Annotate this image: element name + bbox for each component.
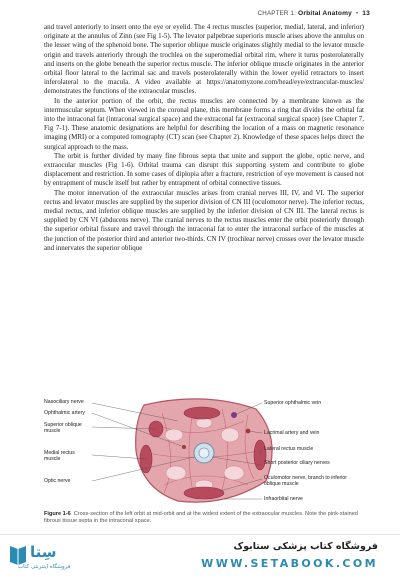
- chapter-label: CHAPTER 1:: [257, 10, 297, 17]
- label-short-posterior-ciliary-nerves: Short posterior ciliary nerves: [264, 460, 330, 466]
- paragraph-2: In the anterior portion of the orbit, the rectus muscles are connected by a membrane known as the intermuscular septum. When viewed in the coronal plane, this membrane forms a ring that divides the orbital fat into the intraconal fat (intraconal surgical space) and the extraconal fat (extraconal surgical space) (see Chapter 7, Fig 7-1). These anatomic designations are helpful for describing the location of a mass on magnetic resonance imaging (MRI) or a computed tomography (CT) scan (see Chapter 2). Knowledge of these spaces helps direct the surgical approach to the mass.: [44, 96, 364, 151]
- page-number: 13: [362, 10, 370, 17]
- orbit-cross-section-illustration: [44, 393, 364, 507]
- label-optic-nerve: Optic nerve: [44, 478, 71, 484]
- caption-text: Cross-section of the left orbit at mid-orbit and at the widest extent of the extraocular muscles. Note the pink-stained fibrous tissue septa in the intraconal space.: [44, 511, 358, 524]
- logo-subtitle: فروشگاه اینترنتی کتاب: [18, 564, 71, 570]
- label-nasociliary-nerve: Nasociliary nerve: [44, 399, 84, 405]
- caption-figure-number: Figure 1-6: [44, 511, 71, 517]
- label-lacrimal-artery-vein: Lacrimal artery and vein: [264, 430, 320, 436]
- label-superior-oblique-muscle: Superior oblique muscle: [44, 422, 82, 434]
- body-text: [44, 23, 364, 253]
- store-logo[interactable]: [8, 539, 88, 575]
- paragraph-3: The orbit is further divided by many fine fibrous septa that unite and support the globe, optic nerve, and extraocular muscles (Fig 1-6). Orbital trauma can disrupt this supporting system and contribute to globe displacement and restriction. In some cases of diplopia after a fracture, restriction of eye movement is caused not by entrapment of muscle itself but rather by entrapment of orbital connective tissues.: [44, 151, 364, 188]
- logo-wordmark: سِتا: [30, 543, 57, 561]
- store-name: فروشگاه کتاب پزشکی ستابوک: [233, 541, 378, 552]
- store-url-link[interactable]: WWW.SETABOOK.COM: [201, 557, 378, 570]
- figure-caption: [44, 511, 364, 525]
- book-icon: [8, 543, 28, 565]
- label-superior-ophthalmic-vein: Superior ophthalmic vein: [264, 400, 322, 406]
- chapter-title: Orbital Anatomy: [298, 10, 353, 17]
- paragraph-1: and travel anteriorly to insert onto the eye or eyelid. The 4 rectus muscles (superior, medial, lateral, and inferior) originate at the annulus of Zinn (see Fig 1-5). The levator palpebrae superioris muscle arises above the annulus on the lesser wing of the sphenoid bone. The superior oblique muscle originates slightly medial to the levator muscle origin and travels anteriorly through the trochlea on the superomedial orbital rim, where it turns posterolaterally and inserts on the globe beneath the superior rectus muscle. The inferior oblique muscle originates in the anterior orbital floor lateral to the lacrimal sac and travels posterolaterally within the lower eyelid retractors to insert inferolateral to the macula. A video available at https://anatomyzone.com/head/eye/extraocular-muscles/ demonstrates the functions of the extraocular muscles.: [44, 23, 364, 96]
- label-oculomotor-nerve-branch: Oculomotor nerve, branch to inferior oblique muscle: [264, 475, 348, 487]
- publisher-footer: [0, 534, 400, 578]
- paragraph-4: The motor innervation of the extraocular muscles arises from cranial nerves III, IV, and VI. The superior rectus and levator muscles are supplied by the superior division of CN III (oculomotor nerve). The inferior rectus, medial rectus, and inferior oblique muscles are supplied by the inferior division of CN III. The lateral rectus is supplied by CN VI (abducens nerve). The cranial nerves to the rectus muscles enter the orbit posteriorly through the superior orbital fissure and travel through the intraconal fat to enter the intraconal surface of the muscles at the junction of the posterior third and anterior two-thirds. CN IV (trochlear nerve) crosses over the levator muscle and innervates the superior oblique: [44, 188, 364, 252]
- running-head-separator: •: [355, 10, 359, 17]
- label-lateral-rectus-muscle: Lateral rectus muscle: [264, 446, 314, 452]
- label-medial-rectus-muscle: Medial rectus muscle: [44, 450, 75, 462]
- label-ophthalmic-artery: Ophthalmic artery: [44, 410, 85, 416]
- label-infraorbital-nerve: Infraorbital nerve: [264, 496, 303, 502]
- running-head: [258, 10, 370, 17]
- figure-1-6: [44, 393, 364, 507]
